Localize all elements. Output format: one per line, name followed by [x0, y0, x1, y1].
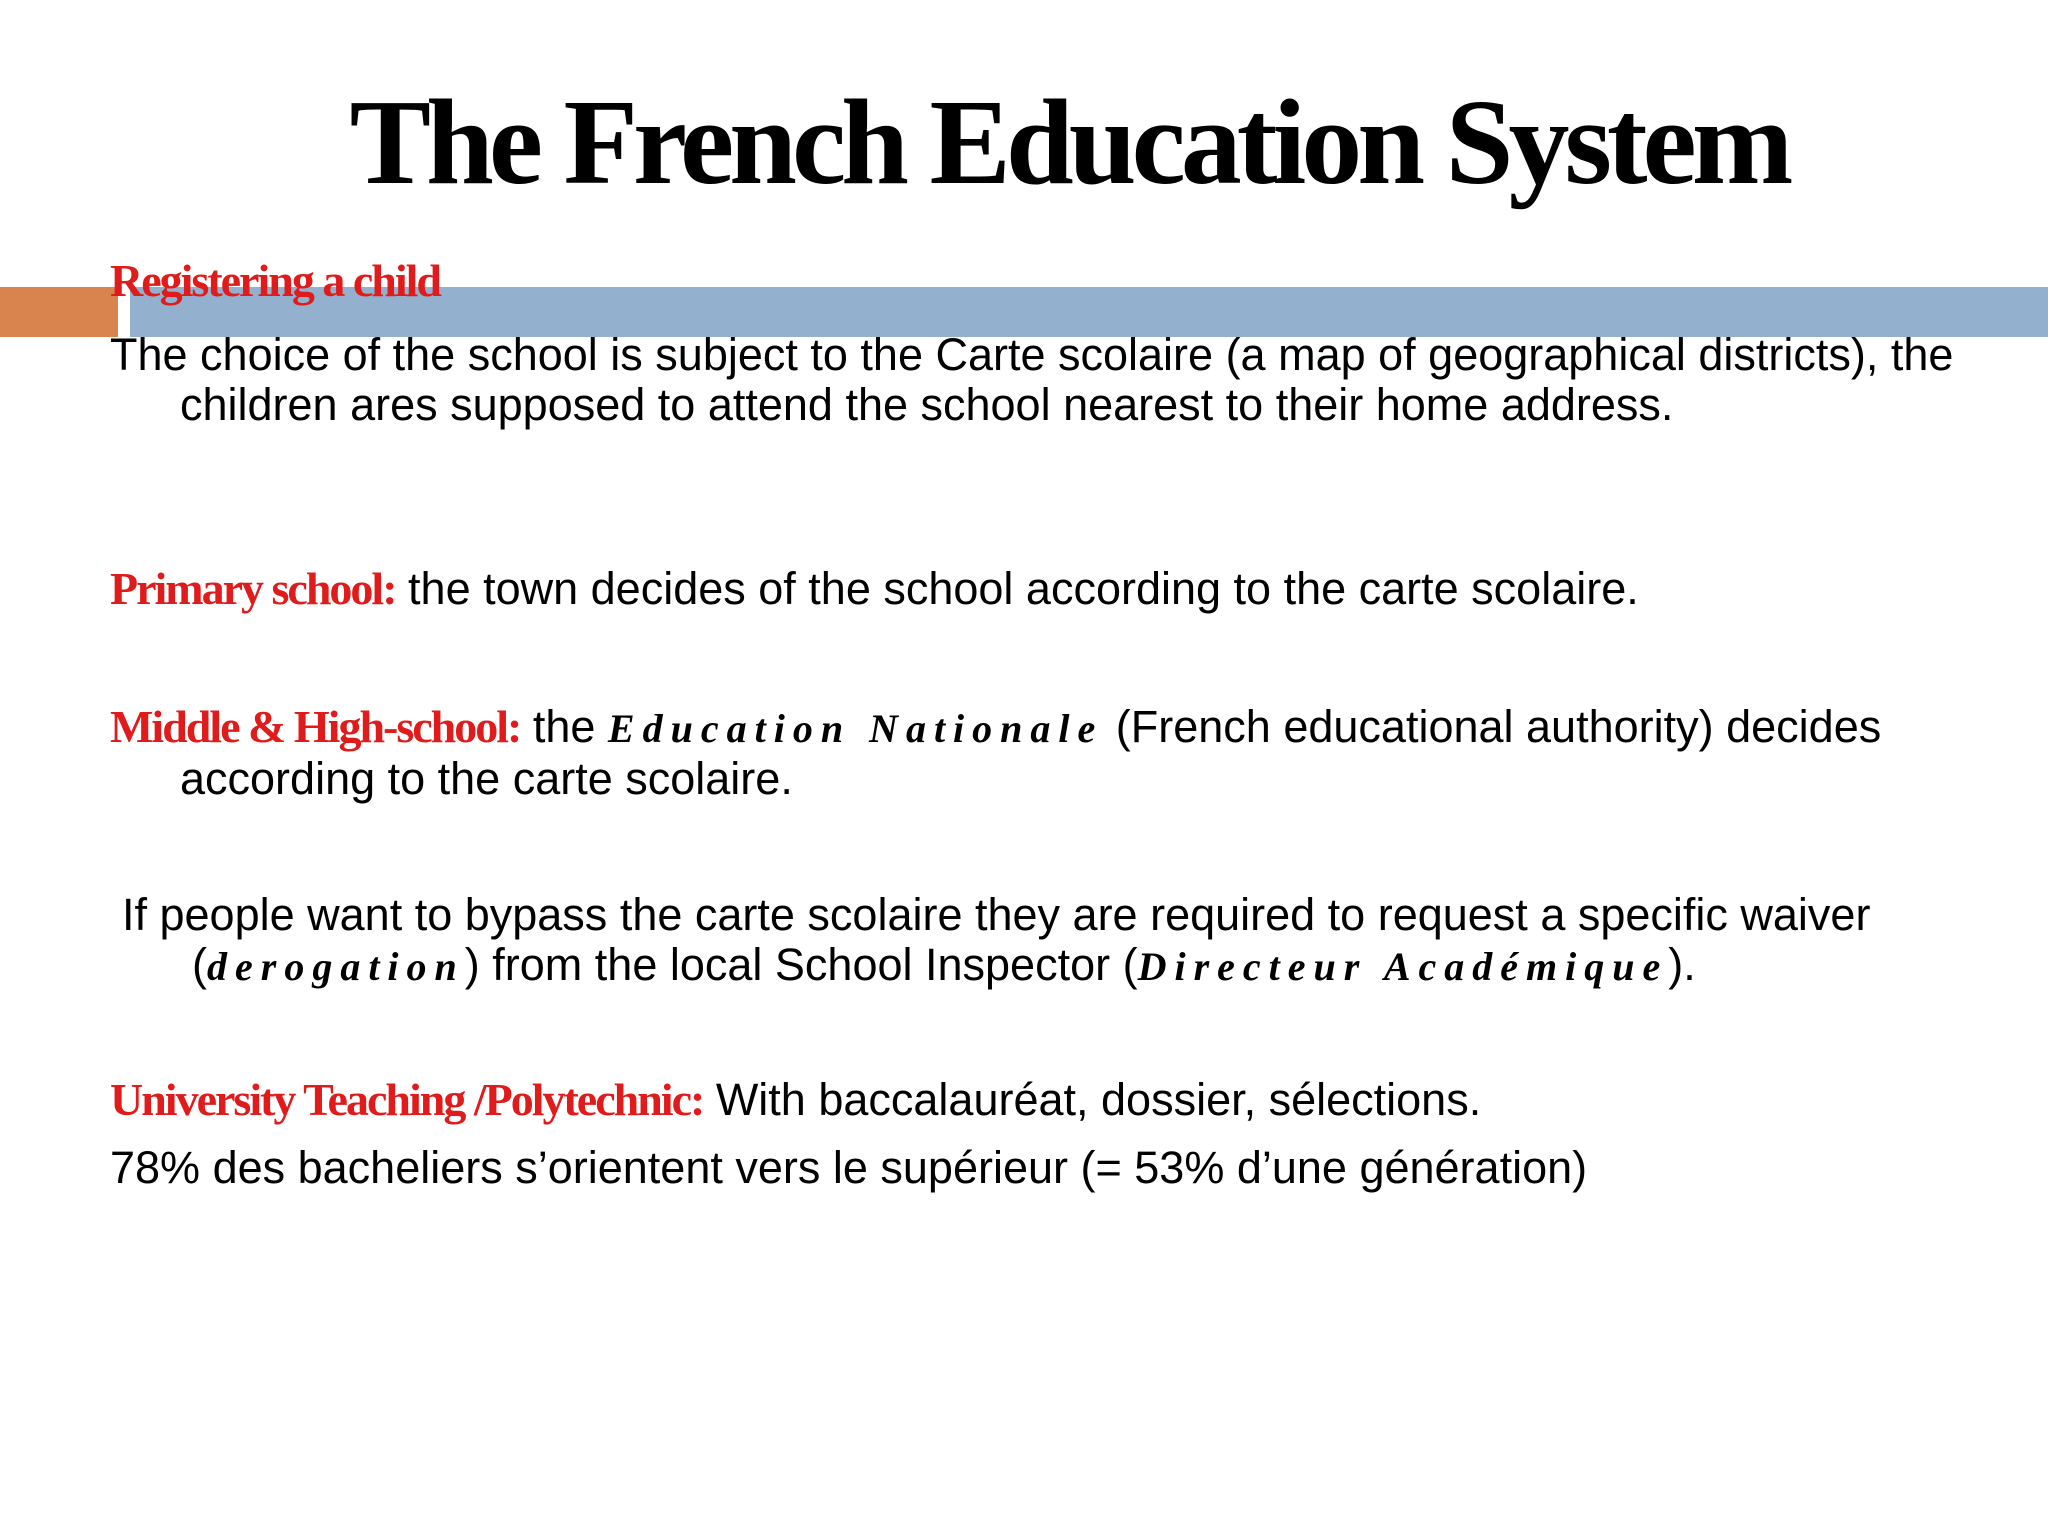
middle-paragraph: [110, 702, 1990, 804]
choice-text: The choice of the school is subject to the Carte scolaire (a map of geographical districts), the children ares supposed to attend the school nearest to their home address.: [110, 329, 1954, 430]
primary-text: the town decides of the school according to the carte scolaire.: [395, 563, 1639, 614]
accent-bar-orange: [0, 287, 118, 337]
derogation-term: derogation: [207, 944, 465, 989]
stat-paragraph: [110, 1143, 1990, 1193]
bypass-paragraph: [122, 890, 2002, 992]
slide-title: The French Education System: [349, 75, 1789, 210]
education-nationale-term: Education Nationale: [607, 706, 1104, 751]
bypass-text-1: If people want to bypass the carte scolaire they are required to request a specific waiver (: [122, 889, 1871, 990]
university-label: University Teaching /Polytechnic:: [110, 1074, 704, 1125]
primary-paragraph: [110, 564, 1990, 614]
choice-paragraph: [110, 330, 1990, 430]
university-text: With baccalauréat, dossier, sélections.: [703, 1074, 1482, 1125]
directeur-academique-term: Directeur Académique: [1137, 944, 1669, 989]
middle-text-before: the: [520, 701, 608, 752]
stat-text: 78% des bacheliers s’orientent vers le supérieur (= 53% d’une génération): [110, 1142, 1588, 1193]
registering-heading: Registering a child: [110, 255, 440, 306]
bypass-text-3: ).: [1668, 939, 1696, 990]
middle-label: Middle & High-school:: [110, 701, 521, 752]
bypass-text-2: ) from the local School Inspector (: [464, 939, 1138, 990]
middle-text-after: (French educational authority) decides according to the carte scolaire.: [180, 701, 1882, 804]
primary-label: Primary school:: [110, 563, 396, 614]
university-paragraph: [110, 1075, 1990, 1125]
